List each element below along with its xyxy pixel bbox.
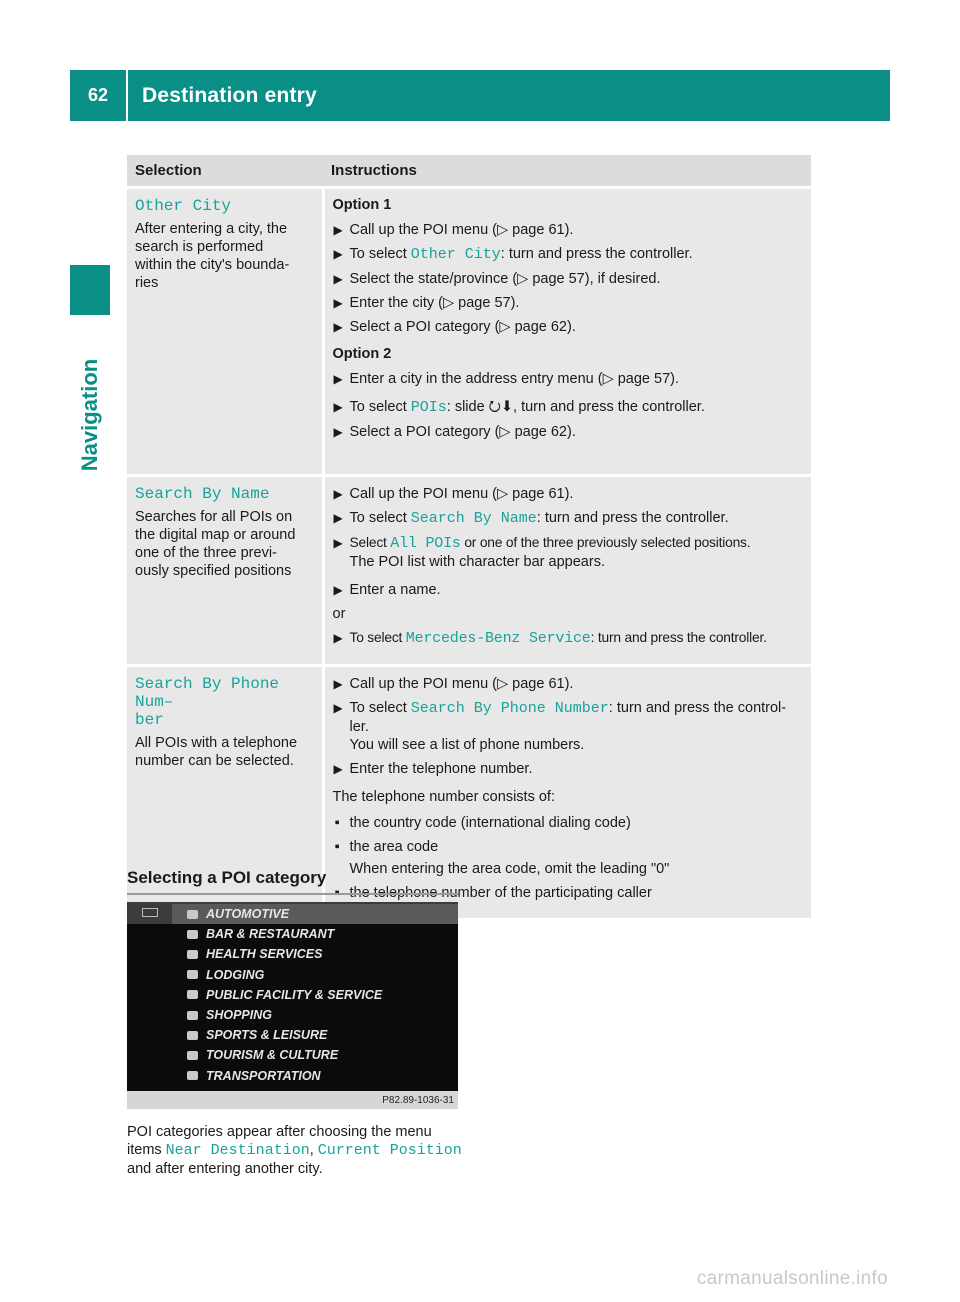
table-header-row xyxy=(127,155,811,188)
step-text: To select xyxy=(349,700,411,716)
step xyxy=(333,699,804,754)
page-number: 62 xyxy=(87,85,109,105)
step xyxy=(333,318,804,336)
menu-item-search-by-name: Search By Name xyxy=(135,485,270,503)
screen-bottom-bar xyxy=(127,1091,458,1109)
image-ref-code: P82.89-1036-31 xyxy=(382,1094,454,1106)
selection-desc: After entering a city, the xyxy=(135,221,288,237)
poi-category-list xyxy=(187,904,382,1086)
step-text: ler. xyxy=(349,719,369,735)
bullet-icon: ▪ xyxy=(334,839,340,855)
poi-category-item xyxy=(187,1066,382,1086)
caption-line xyxy=(127,1141,467,1160)
caption-line: POI categories appear after choosing the menu xyxy=(127,1124,432,1140)
instructions-cell xyxy=(323,188,811,476)
bullet-icon: ▪ xyxy=(334,815,340,831)
selection-desc: number can be selected. xyxy=(135,753,294,769)
step-text: You will see a list of phone numbers. xyxy=(349,737,585,753)
caption-text: , xyxy=(309,1142,318,1158)
arrow-icon: ▶ xyxy=(333,677,343,691)
step-text: or one of the three previously selected positions. xyxy=(460,535,751,550)
poi-category-label: AUTOMOTIVE xyxy=(206,907,290,922)
selection-desc: ously specified positions xyxy=(135,563,292,579)
arrow-icon: ▶ xyxy=(333,247,343,261)
step-text: Enter a name. xyxy=(349,582,441,598)
step-text: Call up the POI menu (▷ page 61). xyxy=(349,486,574,502)
figure-caption xyxy=(127,1123,467,1178)
bullet-text: the area code xyxy=(349,839,439,855)
arrow-icon: ▶ xyxy=(333,272,343,286)
poi-category-label: PUBLIC FACILITY & SERVICE xyxy=(206,987,383,1002)
option-label: Option 1 xyxy=(332,197,392,213)
caption-line: and after entering another city. xyxy=(127,1161,323,1177)
watermark: carmanualsonline.info xyxy=(696,1268,888,1289)
sports-icon xyxy=(187,1031,198,1040)
arrow-icon: ▶ xyxy=(333,631,343,645)
header-divider xyxy=(126,70,128,121)
table-row xyxy=(127,188,811,476)
col-header-selection: Selection xyxy=(127,155,323,188)
step-text: Call up the POI menu (▷ page 61). xyxy=(349,676,574,692)
step xyxy=(333,398,804,417)
poi-category-item xyxy=(187,904,382,924)
step xyxy=(333,370,804,388)
step-text: : turn and press the controller. xyxy=(590,630,767,645)
menu-item-search-by-phone-line2: ber xyxy=(135,711,164,729)
menu-item-code: Current Position xyxy=(317,1142,462,1159)
poi-category-item xyxy=(187,965,382,985)
header-bar xyxy=(70,70,890,121)
selection-desc: within the city's bounda- xyxy=(135,257,290,273)
menu-item-code: Search By Phone Number xyxy=(410,700,609,717)
health-icon xyxy=(187,950,198,959)
menu-item-code: All POIs xyxy=(390,535,461,552)
bed-icon xyxy=(187,970,198,979)
step-text: Enter the telephone number. xyxy=(349,761,533,777)
side-tab-marker xyxy=(70,265,110,315)
instructions-table xyxy=(127,155,811,918)
step xyxy=(333,581,804,599)
arrow-icon: ▶ xyxy=(333,511,343,525)
step-text: Select a POI category (▷ page 62). xyxy=(349,424,576,440)
step xyxy=(333,629,804,648)
step-text: Call up the POI menu (▷ page 61). xyxy=(349,222,574,238)
step-text: : turn and press the controller. xyxy=(500,246,693,262)
poi-category-label: TRANSPORTATION xyxy=(206,1068,321,1083)
step-text: Select the state/province (▷ page 57), if desired. xyxy=(349,271,661,287)
selection-cell xyxy=(127,188,323,476)
selection-desc: one of the three previ- xyxy=(135,545,277,561)
or-text: or xyxy=(332,606,346,622)
arrow-icon: ▶ xyxy=(333,583,343,597)
menu-item-search-by-phone-line1: Search By Phone Num– xyxy=(135,675,280,711)
step-text: Select xyxy=(349,535,391,550)
arrow-icon: ▶ xyxy=(333,320,343,334)
step-text: To select xyxy=(349,510,411,526)
poi-category-label: LODGING xyxy=(206,967,265,982)
page-title: Destination entry xyxy=(142,83,317,107)
menu-item-code: Other City xyxy=(410,246,501,263)
step-text: Enter a city in the address entry menu (▷ page 57). xyxy=(349,371,680,387)
step-text: : turn and press the controller. xyxy=(536,510,729,526)
selection-desc: the digital map or around xyxy=(135,527,296,543)
arrow-icon: ▶ xyxy=(333,701,343,715)
transportation-icon xyxy=(187,1071,198,1080)
arrow-icon: ▶ xyxy=(333,487,343,501)
step xyxy=(333,675,804,693)
step-text: The POI list with character bar appears. xyxy=(349,554,605,570)
step-text: To select xyxy=(349,399,411,415)
bullet-icon: ▪ xyxy=(334,885,340,901)
restaurant-icon xyxy=(187,930,198,939)
poi-category-label: BAR & RESTAURANT xyxy=(206,927,335,942)
bullet-text: the country code (international dialing code) xyxy=(349,815,631,831)
caption-text: items xyxy=(127,1142,166,1158)
step-text: To select xyxy=(349,246,411,262)
step xyxy=(333,221,804,239)
arrow-icon: ▶ xyxy=(333,762,343,776)
step xyxy=(333,485,804,503)
poi-category-item xyxy=(187,924,382,944)
poi-category-item xyxy=(187,985,382,1005)
step xyxy=(333,534,804,571)
step-text: Enter the city (▷ page 57). xyxy=(349,295,520,311)
bullet-item xyxy=(333,814,804,832)
step xyxy=(333,509,804,528)
side-section-label xyxy=(70,330,110,500)
step-text: Select a POI category (▷ page 62). xyxy=(349,319,576,335)
side-section-text: Navigation xyxy=(77,358,102,472)
poi-category-label: SHOPPING xyxy=(206,1008,272,1023)
bullet-text: the telephone number of the participating caller xyxy=(349,885,652,901)
arrow-icon: ▶ xyxy=(333,372,343,386)
consists-text: The telephone number consists of: xyxy=(332,789,555,805)
step-text: : slide ⭮⬇, turn and press the controller. xyxy=(446,399,705,415)
instructions-cell xyxy=(323,476,811,666)
selection-cell xyxy=(127,476,323,666)
step xyxy=(333,423,804,441)
arrow-icon: ▶ xyxy=(333,223,343,237)
menu-item-code: Near Destination xyxy=(165,1142,310,1159)
arrow-icon: ▶ xyxy=(333,536,343,550)
arrow-icon: ▶ xyxy=(333,400,343,414)
step xyxy=(333,245,804,264)
public-facility-icon xyxy=(187,990,198,999)
option-label: Option 2 xyxy=(332,346,392,362)
selection-desc: Searches for all POIs on xyxy=(135,509,293,525)
menu-item-other-city: Other City xyxy=(135,197,232,215)
step xyxy=(333,760,804,778)
menu-item-code: Mercedes-Benz Service xyxy=(405,630,591,647)
arrow-icon: ▶ xyxy=(333,296,343,310)
car-icon xyxy=(187,910,198,919)
selection-desc: ries xyxy=(135,275,159,291)
col-header-instructions: Instructions xyxy=(323,155,811,188)
step-text: To select xyxy=(349,630,406,645)
selection-desc: All POIs with a telephone xyxy=(135,735,298,751)
poi-category-item xyxy=(187,1025,382,1045)
section-title: Selecting a POI category xyxy=(127,868,458,895)
menu-icon xyxy=(142,908,158,917)
bullet-note: When entering the area code, omit the leading "0" xyxy=(349,861,670,877)
poi-category-item xyxy=(187,1005,382,1025)
poi-category-label: HEALTH SERVICES xyxy=(206,947,323,962)
menu-item-code: Search By Name xyxy=(410,510,537,527)
poi-category-screenshot xyxy=(127,902,458,1109)
menu-item-code: POIs xyxy=(410,399,447,416)
step xyxy=(333,294,804,312)
tourism-icon xyxy=(187,1051,198,1060)
poi-category-label: TOURISM & CULTURE xyxy=(206,1048,339,1063)
table-row xyxy=(127,476,811,666)
selection-desc: search is performed xyxy=(135,239,264,255)
step-text: : turn and press the control- xyxy=(608,700,787,716)
shopping-icon xyxy=(187,1011,198,1020)
poi-category-item xyxy=(187,1045,382,1065)
poi-category-label: SPORTS & LEISURE xyxy=(206,1028,328,1043)
poi-category-item xyxy=(187,944,382,964)
arrow-icon: ▶ xyxy=(333,425,343,439)
step xyxy=(333,270,804,288)
